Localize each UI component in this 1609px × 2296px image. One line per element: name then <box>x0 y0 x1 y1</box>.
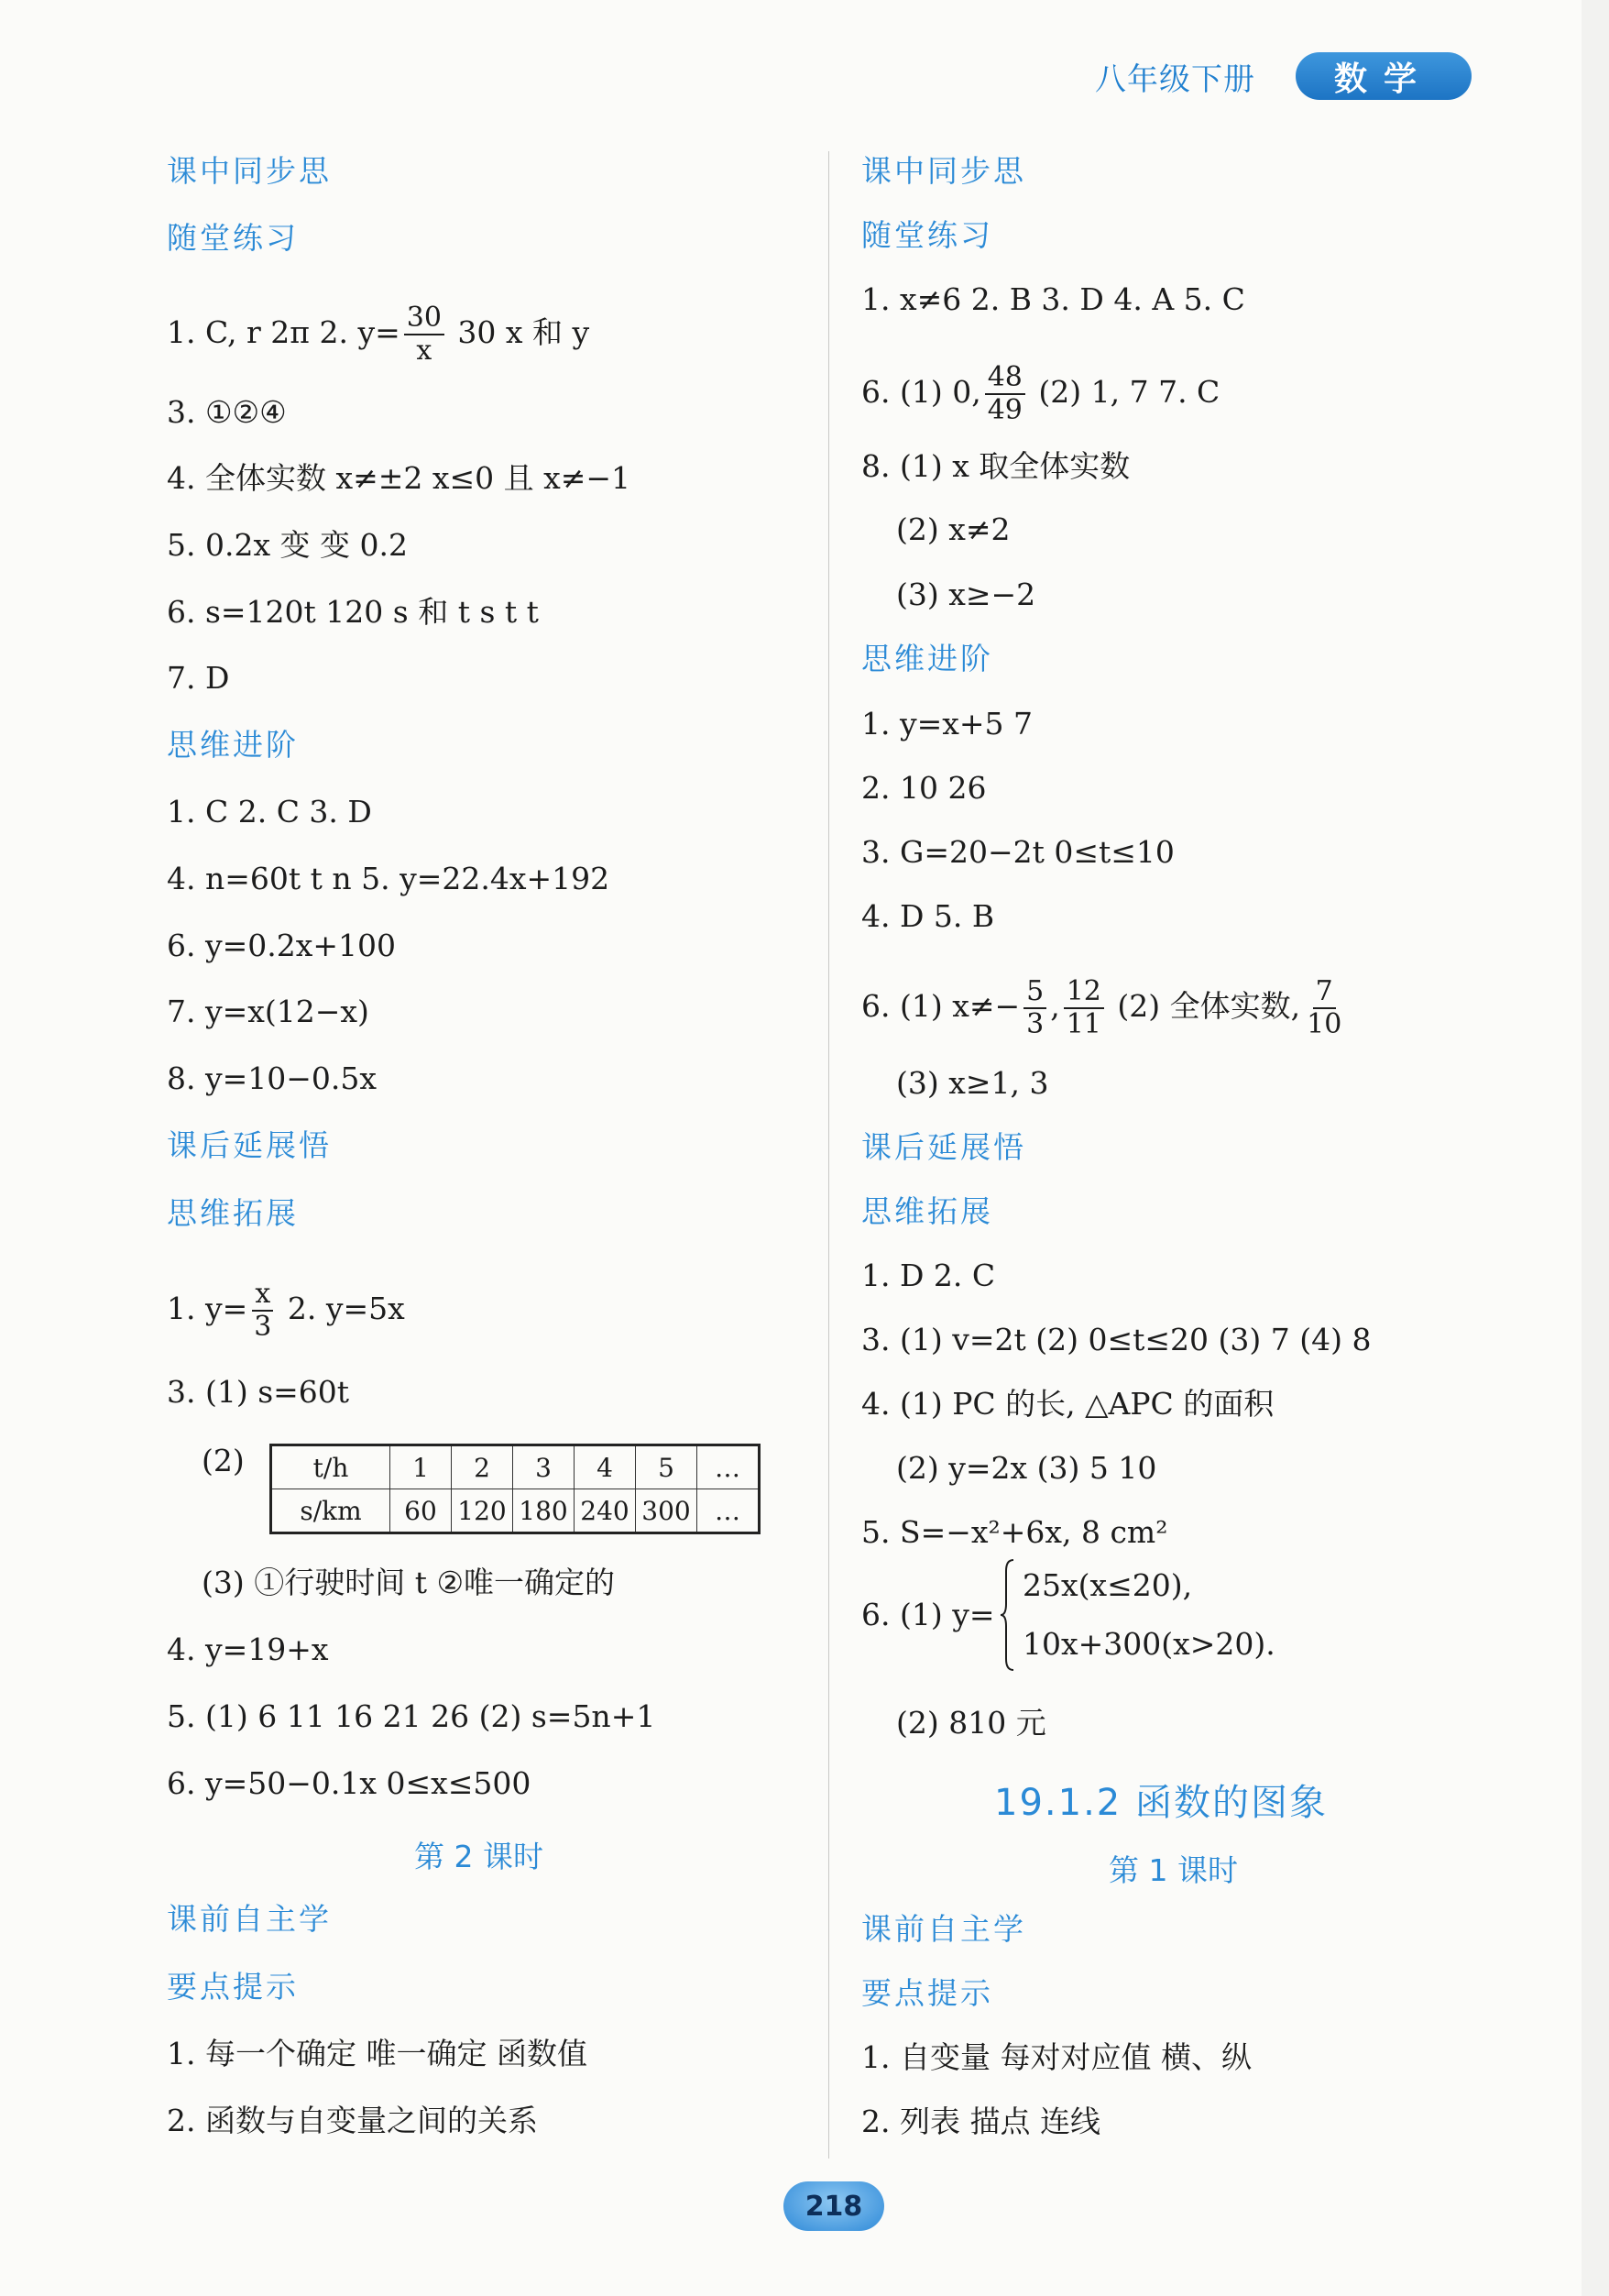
answer-text: , <box>1050 988 1060 1024</box>
section-heading: 课后延展悟 <box>861 1129 1026 1165</box>
answer-line: 5. S=−x²+6x, 8 cm² <box>861 1514 1168 1550</box>
piecewise-case: 10x+300(x>20). <box>1023 1626 1275 1662</box>
section-heading: 要点提示 <box>861 1975 993 2011</box>
table-cell: 60 <box>390 1489 452 1533</box>
fraction <box>404 302 444 367</box>
answer-text: 6. (1) 0, <box>861 374 981 410</box>
answer-line <box>167 1279 405 1343</box>
subject-badge: 数学 <box>1296 52 1472 100</box>
table-cell: 240 <box>575 1489 636 1533</box>
column-divider <box>828 151 829 2159</box>
table-cell: … <box>697 1489 760 1533</box>
section-heading: 要点提示 <box>167 1969 299 2005</box>
table-cell: t/h <box>271 1445 390 1489</box>
fraction-denominator: 10 <box>1307 1008 1342 1040</box>
answer-line: 3. (1) s=60t <box>167 1374 350 1410</box>
speed-table <box>269 1444 761 1534</box>
answer-line: (2) y=2x (3) 5 10 <box>896 1450 1157 1486</box>
page-edge-shade <box>1582 0 1609 2296</box>
answer-text: 1. y= <box>167 1291 248 1326</box>
answer-line: 2. 函数与自变量之间的关系 <box>167 2103 538 2138</box>
table-cell: 2 <box>452 1445 513 1489</box>
table-cell: 5 <box>636 1445 697 1489</box>
answer-line <box>167 302 589 367</box>
answer-line: 3. ①②④ <box>167 394 287 430</box>
fraction-numerator: 12 <box>1064 976 1104 1009</box>
answer-line: 8. y=10−0.5x <box>167 1060 378 1096</box>
answer-line: (3) x≥1, 3 <box>896 1065 1049 1101</box>
answer-line: 1. y=x+5 7 <box>861 706 1034 742</box>
table-cell: … <box>697 1445 760 1489</box>
table-cell: s/km <box>271 1489 390 1533</box>
section-heading: 课前自主学 <box>861 1911 1026 1947</box>
answer-line: 1. D 2. C <box>861 1258 996 1293</box>
section-heading: 思维拓展 <box>861 1193 993 1229</box>
answer-line: 6. s=120t 120 s 和 t s t t <box>167 594 539 630</box>
page-number: 218 <box>783 2181 884 2231</box>
table-row <box>271 1489 760 1533</box>
answer-line: 1. x≠6 2. B 3. D 4. A 5. C <box>861 281 1245 317</box>
answer-line: (2) x≠2 <box>896 511 1011 547</box>
fraction-numerator: 48 <box>985 362 1025 395</box>
answer-text: 1. C, r 2π 2. y= <box>167 314 400 350</box>
section-heading: 课前自主学 <box>167 1901 332 1937</box>
section-heading: 思维进阶 <box>167 727 299 763</box>
table-cell: 180 <box>513 1489 575 1533</box>
answer-line: 4. (1) PC 的长, △APC 的面积 <box>861 1386 1275 1422</box>
answer-line: 8. (1) x 取全体实数 <box>861 448 1131 484</box>
answer-line: 4. D 5. B <box>861 898 995 934</box>
answer-line: 4. 全体实数 x≠±2 x≤0 且 x≠−1 <box>167 460 631 496</box>
lesson-heading: 第 1 课时 <box>1109 1852 1238 1888</box>
section-heading: 课后延展悟 <box>167 1127 332 1163</box>
answer-line: (3) ①行驶时间 t ②唯一确定的 <box>202 1565 616 1600</box>
page-header <box>1095 50 1472 102</box>
section-heading: 课中同步思 <box>167 153 332 189</box>
section-heading: 课中同步思 <box>861 153 1026 189</box>
fraction-numerator: 30 <box>404 302 444 335</box>
fraction <box>1023 976 1046 1040</box>
answer-line: 7. D <box>167 660 230 696</box>
answer-line: 6. y=0.2x+100 <box>167 928 396 963</box>
answer-line: 1. C 2. C 3. D <box>167 794 372 829</box>
fraction-numerator: x <box>252 1279 273 1312</box>
answer-text: 6. (1) x≠− <box>861 988 1021 1024</box>
table-row <box>271 1445 760 1489</box>
lesson-heading: 第 2 课时 <box>414 1839 543 1874</box>
table-cell: 4 <box>575 1445 636 1489</box>
piecewise-case: 25x(x≤20), <box>1023 1567 1193 1603</box>
table-cell: 1 <box>390 1445 452 1489</box>
answer-line: 5. 0.2x 变 变 0.2 <box>167 527 409 563</box>
answer-line: 3. G=20−2t 0≤t≤10 <box>861 834 1175 870</box>
answer-text: 2. y=5x <box>278 1291 405 1326</box>
table-cell: 3 <box>513 1445 575 1489</box>
answer-text: (2) 全体实数, <box>1107 988 1301 1024</box>
fraction-numerator: 5 <box>1023 976 1046 1009</box>
answer-line <box>861 362 1220 426</box>
table-cell: 120 <box>452 1489 513 1533</box>
answer-line: 6. y=50−0.1x 0≤x≤500 <box>167 1765 531 1801</box>
answer-line: (3) x≥−2 <box>896 577 1036 612</box>
answer-line: 4. y=19+x <box>167 1631 329 1667</box>
fraction-denominator: x <box>416 335 432 367</box>
chapter-title: 19.1.2 函数的图象 <box>994 1782 1328 1824</box>
grade-label: 八年级下册 <box>1094 60 1255 98</box>
answer-line: 1. 自变量 每对对应值 横、纵 <box>861 2039 1252 2075</box>
fraction <box>1064 976 1104 1040</box>
table-cell: 300 <box>636 1489 697 1533</box>
answer-line <box>861 976 1348 1040</box>
fraction-numerator: 7 <box>1313 976 1336 1009</box>
answer-line: 7. y=x(12−x) <box>167 994 369 1029</box>
section-heading: 思维拓展 <box>167 1195 299 1231</box>
fraction <box>251 1279 274 1343</box>
answer-text: 30 x 和 y <box>447 314 590 350</box>
answer-line: (2) 810 元 <box>896 1705 1046 1741</box>
answer-line: (2) <box>202 1443 245 1478</box>
fraction-denominator: 49 <box>987 394 1023 426</box>
brace-icon <box>1001 1558 1015 1672</box>
fraction <box>1304 976 1344 1040</box>
answer-text: 6. (1) y= <box>861 1597 995 1632</box>
answer-line: 3. (1) v=2t (2) 0≤t≤20 (3) 7 (4) 8 <box>861 1322 1372 1357</box>
fraction-denominator: 3 <box>254 1311 272 1343</box>
answer-text: (2) 1, 7 7. C <box>1028 374 1220 410</box>
answer-line: 2. 10 26 <box>861 770 987 806</box>
section-heading: 随堂练习 <box>861 217 993 253</box>
section-heading: 随堂练习 <box>167 220 299 256</box>
fraction-denominator: 11 <box>1066 1008 1101 1040</box>
answer-line: 4. n=60t t n 5. y=22.4x+192 <box>167 861 610 896</box>
fraction-denominator: 3 <box>1026 1008 1045 1040</box>
fraction <box>985 362 1025 426</box>
section-heading: 思维进阶 <box>861 641 993 676</box>
answer-line: 2. 列表 描点 连线 <box>861 2104 1100 2139</box>
answer-line: 1. 每一个确定 唯一确定 函数值 <box>167 2036 587 2071</box>
answer-line: 5. (1) 6 11 16 21 26 (2) s=5n+1 <box>167 1698 656 1734</box>
